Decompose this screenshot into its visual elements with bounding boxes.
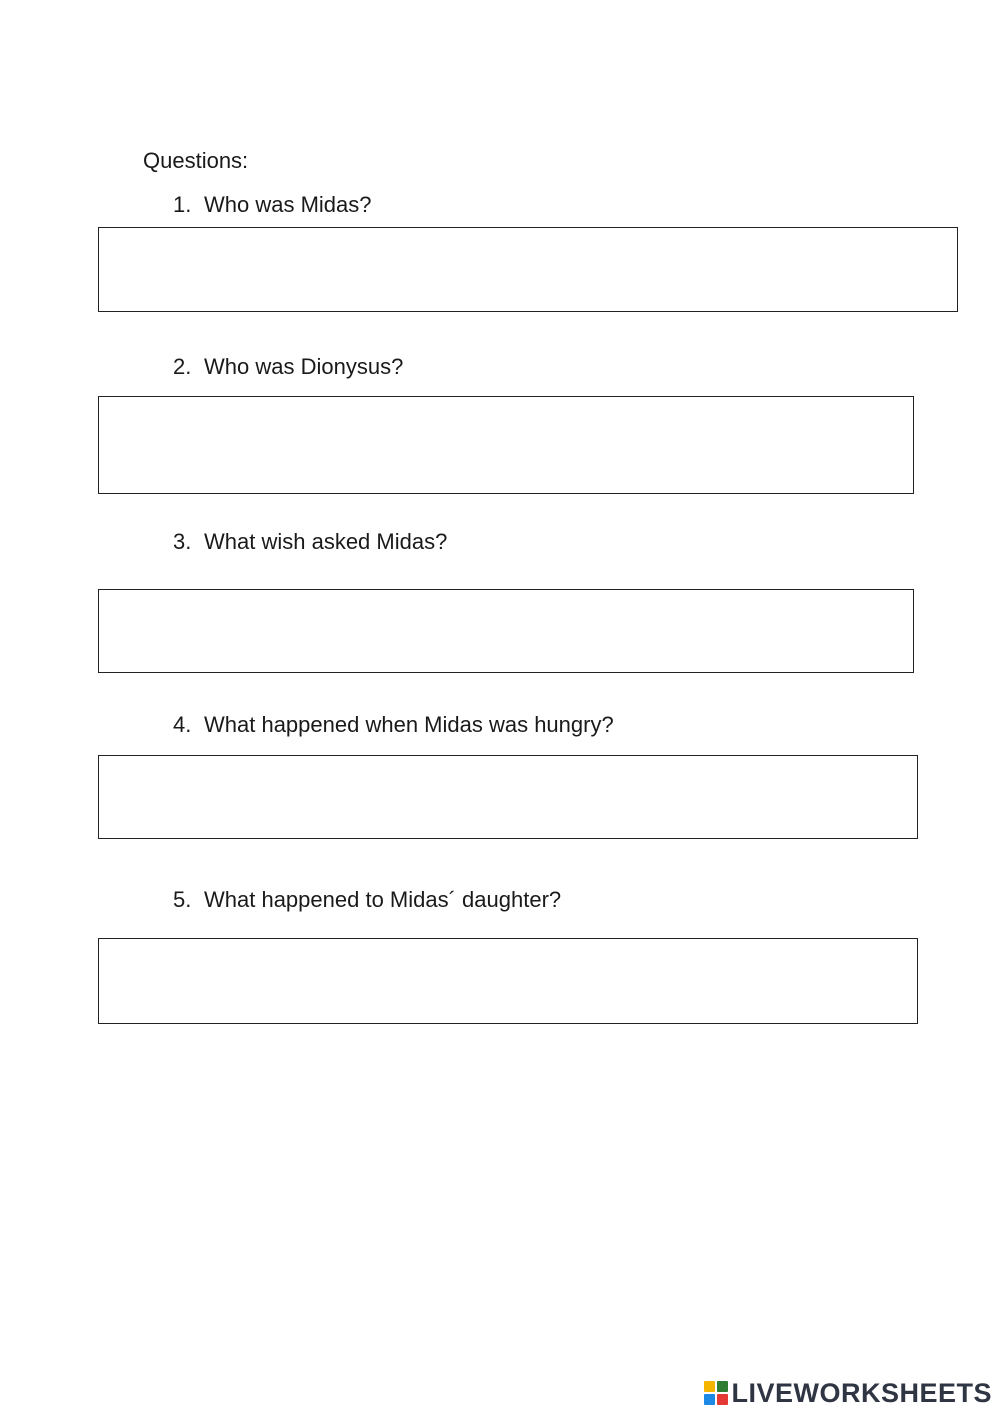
question-number: 5.: [173, 887, 192, 912]
logo-square: [717, 1381, 728, 1392]
question-1: [173, 192, 372, 218]
question-text: Who was Dionysus?: [204, 354, 404, 379]
question-text: What happened to Midas´ daughter?: [204, 887, 562, 912]
logo-square: [704, 1381, 715, 1392]
answer-box-3[interactable]: [98, 589, 914, 673]
question-5: [173, 887, 561, 913]
question-2: [173, 354, 403, 380]
answer-box-5[interactable]: [98, 938, 918, 1024]
question-3: [173, 529, 447, 555]
logo-square: [704, 1394, 715, 1405]
answer-box-1[interactable]: [98, 227, 958, 312]
question-number: 2.: [173, 354, 192, 379]
question-number: 4.: [173, 712, 192, 737]
question-text: What wish asked Midas?: [204, 529, 448, 554]
liveworksheets-logo: [704, 1377, 992, 1409]
answer-input-4[interactable]: [99, 756, 917, 838]
liveworksheets-logo-icon: [704, 1381, 728, 1405]
logo-text: LIVEWORKSHEETS: [731, 1377, 992, 1408]
answer-box-2[interactable]: [98, 396, 914, 494]
question-text: What happened when Midas was hungry?: [204, 712, 614, 737]
answer-box-4[interactable]: [98, 755, 918, 839]
question-number: 1.: [173, 192, 192, 217]
answer-input-2[interactable]: [99, 397, 913, 493]
question-number: 3.: [173, 529, 192, 554]
answer-input-1[interactable]: [99, 228, 957, 311]
answer-input-5[interactable]: [99, 939, 917, 1023]
question-text: Who was Midas?: [204, 192, 372, 217]
answer-input-3[interactable]: [99, 590, 913, 672]
logo-square: [717, 1394, 728, 1405]
question-4: [173, 712, 614, 738]
worksheet-heading: Questions:: [143, 148, 249, 173]
